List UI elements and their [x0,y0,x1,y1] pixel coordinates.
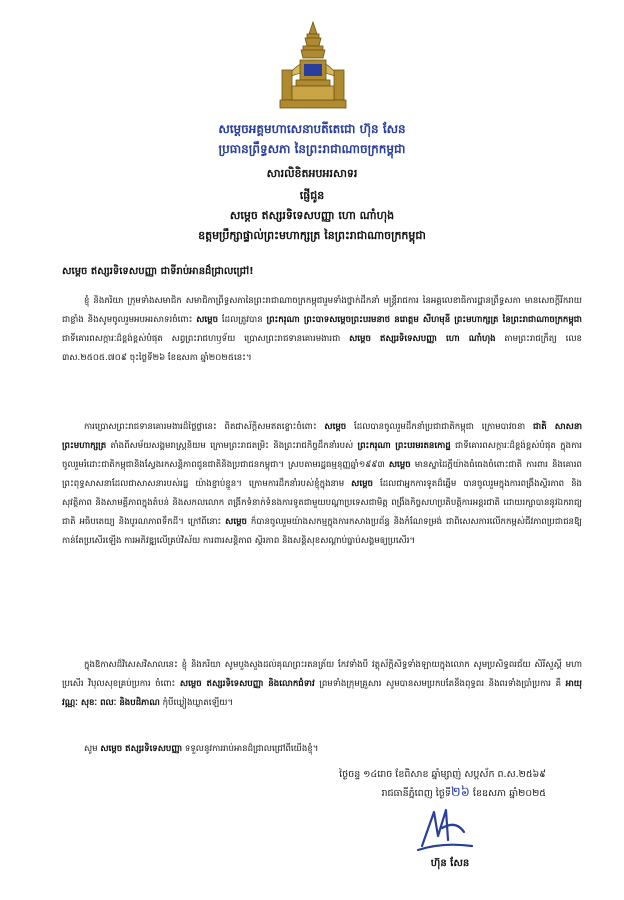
bold-text-run: សម្ដេច ឥស្សរទិទេសបញ្ញា និងលោកជំទាវ [179,679,315,689]
text-run: ដែលជាអ្នកការទូតដ៏ឆ្នើម បានចូលរួមក្នុងការពង្រឹងស្ថិរភាព និងសុវត្ថិភាព និងសាមគ្គីភាពក្នុងតំបន់ និងសកលលោក ពង្រីកទំនាក់ទំនងការទូតជាមួយបណ្តាប្រទេសជាមិត្ត ពង្រឹងកិច្ចសហប្រតិបត្តិការអន្តរជាតិ ដោយរក្សាបាននូវឯករាជ្យជាតិ អធិបតេយ្យ និងបូរណភាពទឹកដី។ ក្រៅពីនោះ [62,479,582,527]
recipient-position: ឧត្តមប្រឹក្សាផ្ទាល់ព្រះមហាក្សត្រ នៃព្រះរាជាណាចក្រកម្ពុជា [198,229,426,242]
paragraph-wishes [62,656,582,734]
text-run: តាំងពីសម័យសង្គមរាស្ត្រនិយម ក្រោមព្រះរាជតម្រិះ និងព្រះរាជកិច្ចដឹកនាំរបស់ [106,441,358,451]
bold-text-run: អាយុ វណ្ណៈ សុខៈ ពលៈ និងបដិភាណ [62,679,582,708]
bold-text-run: ព្រះករុណា ព្រះបាទសម្ដេចព្រះបរមនាថ នរោត្តម សីហមុនី ព្រះមហាក្សត្រ នៃព្រះរាជាណាចក្រកម្ពុជា [266,315,582,325]
bold-text-run: ព្រះករុណា ព្រះបរមរតនកោដ្ឋ [357,441,451,451]
text-run: ក៏បានចូលរួមយ៉ាងសកម្មក្នុងការកសាងប្រព័ន្ធ និងកំណែទម្រង់ ជាពិសេសការលើកកម្ពស់ជីវភាពប្រជាជនឱ្យកាន់តែប្រសើរឡើង ការអភិវឌ្ឍលើគ្រប់វិស័យ ការពារសន្តិភាព ស្ថិរភាព និងសន្តិសុខសណ្តាប់ធ្នាប់សង្គមឲ្យប្រសើរ។ [62,517,582,546]
paragraph-closing [62,740,582,760]
handwritten-signature-icon [412,806,478,854]
bold-text-run: សម្ដេច [225,517,247,527]
salutation: សម្ដេច ឥស្សរទិទេសបញ្ញា ជាទីរាប់អានដ៏ជ្រាលជ្រៅ! [62,266,254,277]
text-run: ក្នុងឱកាសដ៏វិសេសវិសាលនេះ ខ្ញុំ និងភរិយា សូមបួងសួងដល់គុណព្រះរតនត្រ័យ កែវទាំងបី វត្ថុស័ក្តិសិទ្ធទាំងឡាយក្នុងលោក សូមប្រសិទ្ធពរជ័យ សិរីសួស្តី មហាប្រសើរ វិបុលសុខគ្រប់ប្រការ ចំពោះ [62,660,582,689]
date-solar [186,784,546,803]
bold-text-run: សម្ដេច ឥស្សរទិទេសបញ្ញា [100,744,183,754]
text-run: ជាទីគោរពសក្ការៈដ៏ខ្ពង់ខ្ពស់បំផុត ក្នុងការចូលរួមរំដោះជាតិកម្ពុជានិងស្វែងរកសន្តិភាពជូនជាតិនិងប្រជាជនកម្ពុជា។ ស្របតាមរដ្ឋធម្មនុញ្ញឆ្នាំ១៩៩៣ [62,441,582,470]
senate-emblem-icon [276,20,350,112]
sender-name: សម្ដេចអគ្គមហាសេនាបតីតេជោ ហ៊ុន សែន [218,122,406,136]
bold-text-run: សម្ដេច [196,315,219,325]
date-solar-prefix: រាជធានីភ្នំពេញ ថ្ងៃទី [381,788,451,799]
text-run: ជាទីគោរពសក្ការៈដ៏ខ្ពង់ខ្ពស់បំផុត សព្វព្រះរាជហឫទ័យ ប្រោសព្រះរាជទានគោរមងារជា [62,334,350,344]
text-run: ការប្រោសព្រះរាជទានគោរមងារដ៏ថ្លៃថ្លានេះ ពិតជាស័ក្តិសមឥតខ្ចោះចំពោះ [84,422,325,432]
signer-name: ហ៊ុន សែន [430,858,470,869]
bold-text-run: ជាតិ សាសនា ព្រះមហាក្សត្រ [62,422,582,451]
text-run: ដែលបានចូលរួមដឹកនាំប្រជាជាតិកម្ពុជា ក្រោមបាវចនា [346,422,534,432]
letter-addressed-to: ផ្ញើជូន [299,189,325,202]
text-run: ព្រមទាំងក្រុមគ្រួសារ សូមបានសមប្រកបតែនឹងពុទ្ធពរ និងពរទាំងប្រាំប្រការ គឺ [314,679,566,689]
bold-text-run: សម្ដេច [388,460,411,470]
paragraph-congratulations [62,292,582,408]
text-run: សូម [84,744,101,754]
bold-text-run: សម្ដេច [351,479,373,489]
text-run: មានស្នាដៃក្តីយ៉ាងធំធេងចំពោះជាតិ ការពារ និងគោរពព្រះពុទ្ធសាសនាដែលជាសាសនារបស់រដ្ឋ យ៉ាងខ្ជាប់ខ្ជួន។ ក្រោមការដឹកនាំរបស់ខ្ញុំក្នុងនាម [62,460,582,489]
sender-title: ប្រធានព្រឹទ្ធសភា នៃព្រះរាជាណាចក្រកម្ពុជា [218,142,406,156]
bold-text-run: សម្ដេច ឥស្សរទិទេសបញ្ញា ហោ ណាំហុង [349,334,496,344]
bold-text-run: សម្ដេច [324,422,347,432]
date-solar-suffix: ខែឧសភា ឆ្នាំ២០២៥ [469,788,546,799]
date-solar-day: ២៦ [450,785,470,800]
text-run: ដែលត្រូវបាន [218,315,267,325]
recipient-name: សម្ដេច ឥស្សរទិទេសបញ្ញា ហោ ណាំហុង [229,209,395,222]
paragraph-achievements [62,418,582,648]
text-run: ទទួលនូវការរាប់អានដ៏ជ្រាលជ្រៅពីយើងខ្ញុំ។ [182,744,319,754]
date-lunar: ថ្ងៃចន្ទ ១៤រោច ខែពិសាខ ឆ្នាំម្សាញ់ សប្តស័ក ព.ស.២៥៦៩ [339,769,546,780]
text-run: ខ្ញុំ និងភរិយា ក្រុមទាំងសមាជិក សមាជិកាព្រឹទ្ធសភានៃព្រះរាជាណាចក្រកម្ពុជារួមទាំងថ្នាក់ដឹកនាំ មន្ត្រីរាជការ នៃអគ្គលេខាធិការដ្ឋានព្រឹទ្ធសភា មានសេចក្ដីរីករាយជាខ្លាំង និងសូមចូលរួមអបអរសាទរចំពោះ [62,296,582,325]
letter-title: សារលិខិតអបអរសាទរ [266,167,358,180]
text-run: តាមព្រះរាជក្រឹត្យ លេខ ៣ស.២៥០៥.៧០៩ ចុះថ្ងៃទី២៦ ខែឧសភា ឆ្នាំ២០២៥នេះ។ [62,334,582,363]
text-run: កុំបីឃ្លៀងឃ្លាតឡើយ។ [159,698,234,708]
